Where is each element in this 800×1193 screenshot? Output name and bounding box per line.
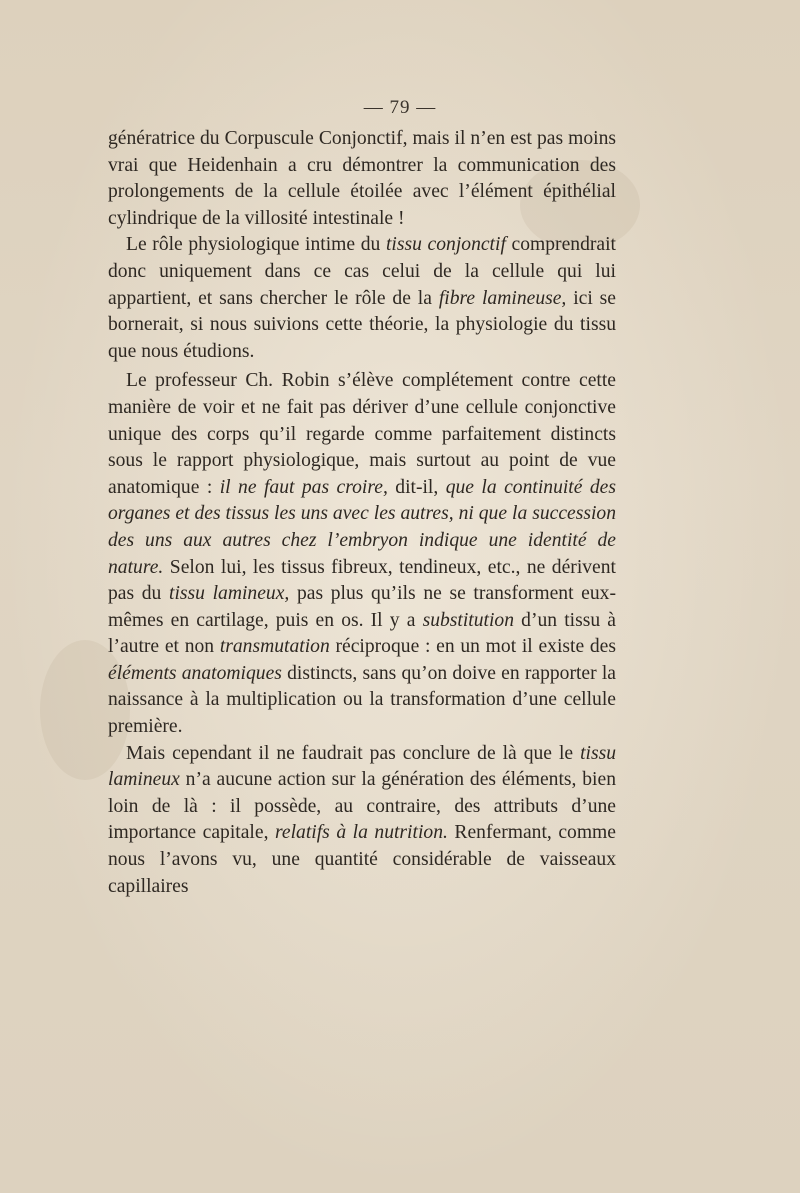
text-run: génératrice du Corpuscule Conjonctif, mais il n’en est pas moins vrai que Heidenhain a cru démontrer la communication des prolongements de la cellule étoilée avec l’élément épithélial cylindrique de la villosité intestinale !	[108, 128, 616, 229]
text-run: Mais cependant il ne faudrait pas conclure de là que le	[126, 742, 581, 764]
text-run: dit-il,	[387, 476, 446, 498]
italic-text: éléments anatomiques	[108, 662, 282, 684]
italic-text: substitution	[422, 609, 515, 631]
body-text	[108, 126, 616, 900]
italic-text: fibre lamineuse,	[438, 287, 567, 309]
italic-text: tissu conjonctif	[385, 234, 506, 256]
text-run: Selon lui, les tissus fibreux, tendineux, etc., ne dérivent pas du	[108, 556, 616, 605]
italic-text: transmutation	[219, 636, 330, 658]
text-run: distincts, sans qu’on doive en rapporter la naissance à la multiplication ou la transformation d’une cellule première.	[108, 662, 616, 738]
italic-text: tissu lamineux,	[169, 583, 290, 605]
text-run: Le professeur Ch. Robin s’élève complétement contre cette manière de voir et ne fait pas dériver d’une cellule conjonctive unique des corps qu’il regarde comme parfaitement distincts sous le rapport physiologique, mais surtout au point de vue anatomique :	[108, 370, 616, 498]
paragraph	[108, 126, 616, 232]
text-run: pas plus qu’ils ne se transforment eux-mêmes en cartilage, puis en os. Il y a	[108, 583, 617, 631]
paragraph	[108, 368, 616, 740]
page-number: — 79 —	[363, 97, 437, 118]
paragraph	[108, 741, 616, 901]
text-run: d’un tissu à l’autre et non	[108, 609, 617, 658]
italic-text: tissu lamineux	[108, 742, 616, 791]
paragraph	[108, 232, 616, 365]
text-run: Renfermant, comme nous l’avons vu, une quantité considérable de vaisseaux capillaires	[108, 822, 616, 897]
text-run: Le rôle physiologique intime du	[126, 234, 386, 256]
italic-text: que la continuité des organes et des tissus les uns avec les autres, ni que la succession des uns aux autres chez l’embryon indique une identité de nature.	[108, 476, 616, 578]
text-run: n’a aucune action sur la génération des éléments, bien loin de là : il possède, au contraire, des attributs d’une importance capitale,	[108, 769, 616, 844]
text-run: ici se bornerait, si nous suivions cette théorie, la physiologie du tissu que nous étudions.	[108, 287, 617, 362]
italic-text: relatifs à la nutrition.	[275, 822, 448, 844]
text-run: comprendrait donc uniquement dans ce cas celui de la cellule qui lui appartient, et sans chercher le rôle de la	[108, 234, 616, 309]
italic-text: il ne faut pas croire,	[219, 476, 388, 498]
text-run: réciproque : en un mot il existe des	[329, 636, 616, 658]
